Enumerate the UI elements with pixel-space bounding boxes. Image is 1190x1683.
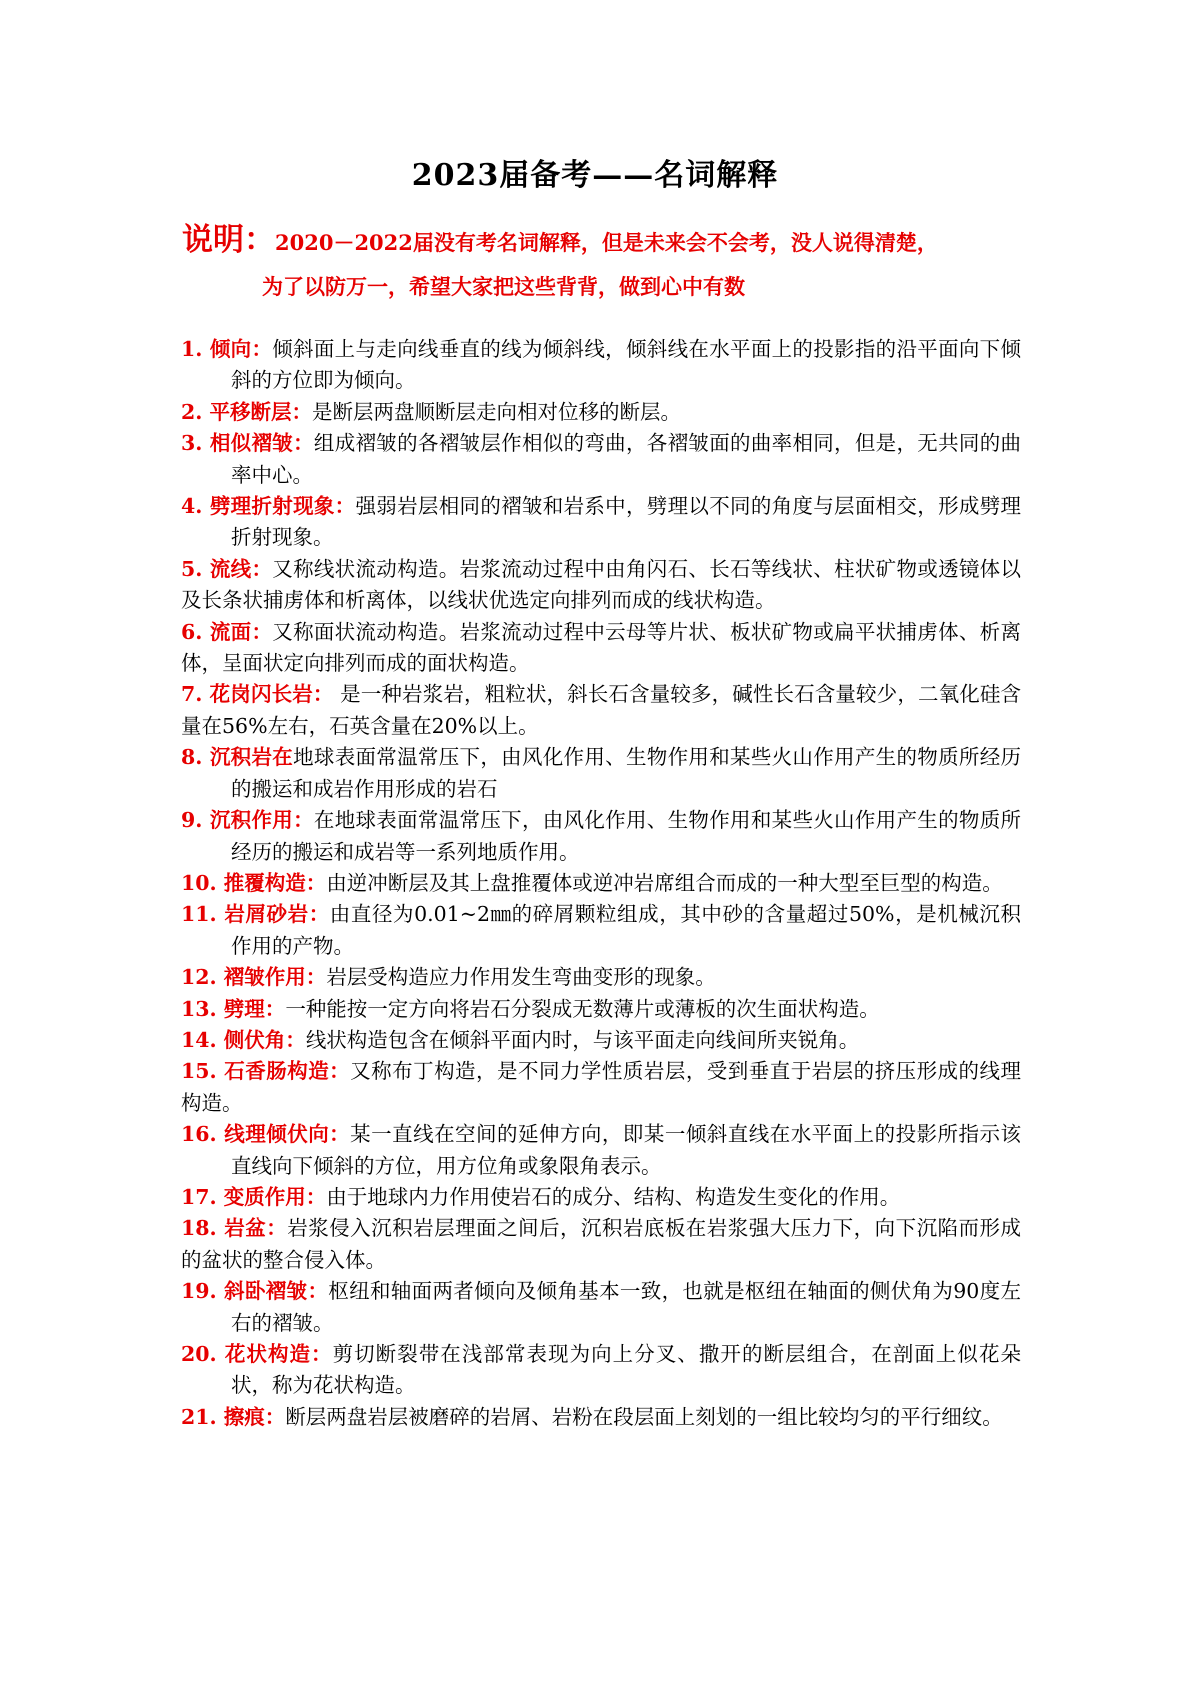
definition-term: 20. 花状构造： <box>181 1342 333 1366</box>
definition-text: 强弱岩层相同的褶皱和岩系中，劈理以不同的角度与层面相交，形成劈理折射现象。 <box>231 494 1021 550</box>
definition-text: 岩层受构造应力作用发生弯曲变形的现象。 <box>326 965 716 990</box>
document-title: 2023届备考——名词解释 <box>411 158 779 193</box>
definition-term: 18. 岩盆： <box>181 1216 288 1241</box>
definition-term: 5. 流线： <box>181 556 273 581</box>
definition-term: 14. 侧伏角： <box>181 1027 306 1052</box>
definition-text: 倾斜面上与走向线垂直的线为倾斜线，倾斜线在水平面上的投影指的沿平面向下倾斜的方位即为倾向。 <box>231 337 1021 393</box>
definition-item <box>181 805 1021 868</box>
definition-item <box>181 1213 1021 1276</box>
definition-item <box>181 1025 1021 1056</box>
definition-text: 是断层两盘顺断层走向相对位移的断层。 <box>312 399 682 424</box>
definition-text: 由于地球内力作用使岩石的成分、结构、构造发生变化的作用。 <box>326 1184 901 1209</box>
definition-term: 17. 变质作用： <box>181 1184 327 1209</box>
definition-term: 2. 平移断层： <box>181 399 313 424</box>
definition-term: 13. 劈理： <box>181 996 286 1021</box>
definition-text: 枢纽和轴面两者倾向及倾角基本一致，也就是枢纽在轴面的侧伏角为90度左右的褶皱。 <box>231 1279 1021 1335</box>
definition-text: 组成褶皱的各褶皱层作相似的弯曲，各褶皱面的曲率相同，但是，无共同的曲率中心。 <box>231 431 1022 487</box>
definition-text: 由逆冲断层及其上盘推覆体或逆冲岩席组合而成的一种大型至巨型的构造。 <box>326 870 1003 895</box>
definition-item <box>181 1056 1021 1119</box>
definition-item <box>181 428 1021 491</box>
definition-term: 19. 斜卧褶皱： <box>181 1279 329 1304</box>
definition-term: 9. 沉积作用： <box>181 808 314 833</box>
notice-lead: 说明： <box>182 222 275 258</box>
definition-text: 又称线状流动构造。岩浆流动过程中由角闪石、长石等线状、柱状矿物或透镜体以及长条状捕虏体和析离体，以线状优选定向排列而成的线状构造。 <box>181 556 1021 613</box>
definition-term: 4. 劈理折射现象： <box>181 494 356 519</box>
definition-term: 7. 花岗闪长岩： <box>181 682 334 707</box>
notice-line-2: 为了以防万一，希望大家把这些背背，做到心中有数 <box>262 274 745 299</box>
definition-text: 岩浆侵入沉积岩层理面之间后，沉积岩底板在岩浆强大压力下，向下沉陷而形成的盆状的整合侵入体。 <box>181 1216 1021 1272</box>
definition-text: 在地球表面常温常压下，由风化作用、生物作用和某些火山作用产生的物质所经历的搬运和成岩等一系列地质作用。 <box>231 808 1022 864</box>
definition-text: 某一直线在空间的延伸方向，即某一倾斜直线在水平面上的投影所指示该直线向下倾斜的方位，用方位角或象限角表示。 <box>231 1122 1021 1178</box>
definition-text: 地球表面常温常压下，由风化作用、生物作用和某些火山作用产生的物质所经历的搬运和成岩作用形成的岩石 <box>231 745 1021 801</box>
definition-text: 剪切断裂带在浅部常表现为向上分叉、撒开的断层组合，在剖面上似花朵状，称为花状构造。 <box>231 1342 1021 1398</box>
notice-text-1: 2020－2022届没有考名词解释，但是未来会不会考，没人说得清楚， <box>275 230 938 255</box>
definition-item <box>181 1276 1021 1339</box>
definition-text: 线状构造包含在倾斜平面内时，与该平面走向线间所夹锐角。 <box>305 1027 860 1052</box>
definition-item <box>181 491 1021 554</box>
definition-term: 1. 倾向： <box>181 337 273 361</box>
definition-term: 21. 擦痕： <box>181 1404 286 1429</box>
definition-item <box>181 1119 1021 1182</box>
definition-item <box>181 1182 1021 1213</box>
definition-list <box>181 334 1021 1433</box>
definition-text: 一种能按一定方向将岩石分裂成无数薄片或薄板的次生面状构造。 <box>285 996 880 1021</box>
definition-term: 3. 相似褶皱： <box>181 431 314 456</box>
definition-text: 又称面状流动构造。岩浆流动过程中云母等片状、板状矿物或扁平状捕虏体、析离体，呈面状定向排列而成的面状构造。 <box>181 619 1021 676</box>
definition-term: 16. 线理倾伏向： <box>181 1122 351 1147</box>
definition-term: 8. 沉积岩在 <box>181 745 294 770</box>
definition-item <box>181 679 1021 742</box>
definition-term: 10. 推覆构造： <box>181 870 327 895</box>
definition-item <box>181 554 1021 617</box>
definition-term: 6. 流面： <box>181 619 273 644</box>
definition-item <box>181 868 1021 899</box>
definition-text: 断层两盘岩层被磨碎的岩屑、岩粉在段层面上刻划的一组比较均匀的平行细纹。 <box>285 1404 1003 1429</box>
definition-item <box>181 1339 1021 1402</box>
definition-item <box>181 617 1021 680</box>
definition-item <box>181 899 1021 962</box>
definition-text: 是一种岩浆岩，粗粒状，斜长石含量较多，碱性长石含量较少，二氧化硅含量在56%左右，石英含量在20%以上。 <box>181 682 1022 738</box>
definition-item <box>181 962 1021 993</box>
notice-block <box>182 218 1042 309</box>
definition-term: 11. 岩屑砂岩： <box>181 902 330 927</box>
definition-term: 15. 石香肠构造： <box>181 1059 351 1084</box>
definition-text: 又称布丁构造，是不同力学性质岩层，受到垂直于岩层的挤压形成的线理构造。 <box>181 1059 1021 1115</box>
definition-item <box>181 397 1021 428</box>
definition-item <box>181 334 1021 397</box>
definition-item <box>181 994 1021 1025</box>
notice-line-1 <box>182 218 1042 265</box>
definition-item <box>181 1402 1021 1433</box>
definition-term: 12. 褶皱作用： <box>181 965 327 990</box>
definition-item <box>181 742 1021 805</box>
definition-text: 由直径为0.01~2㎜的碎屑颗粒组成，其中砂的含量超过50%，是机械沉积作用的产物。 <box>231 902 1021 958</box>
